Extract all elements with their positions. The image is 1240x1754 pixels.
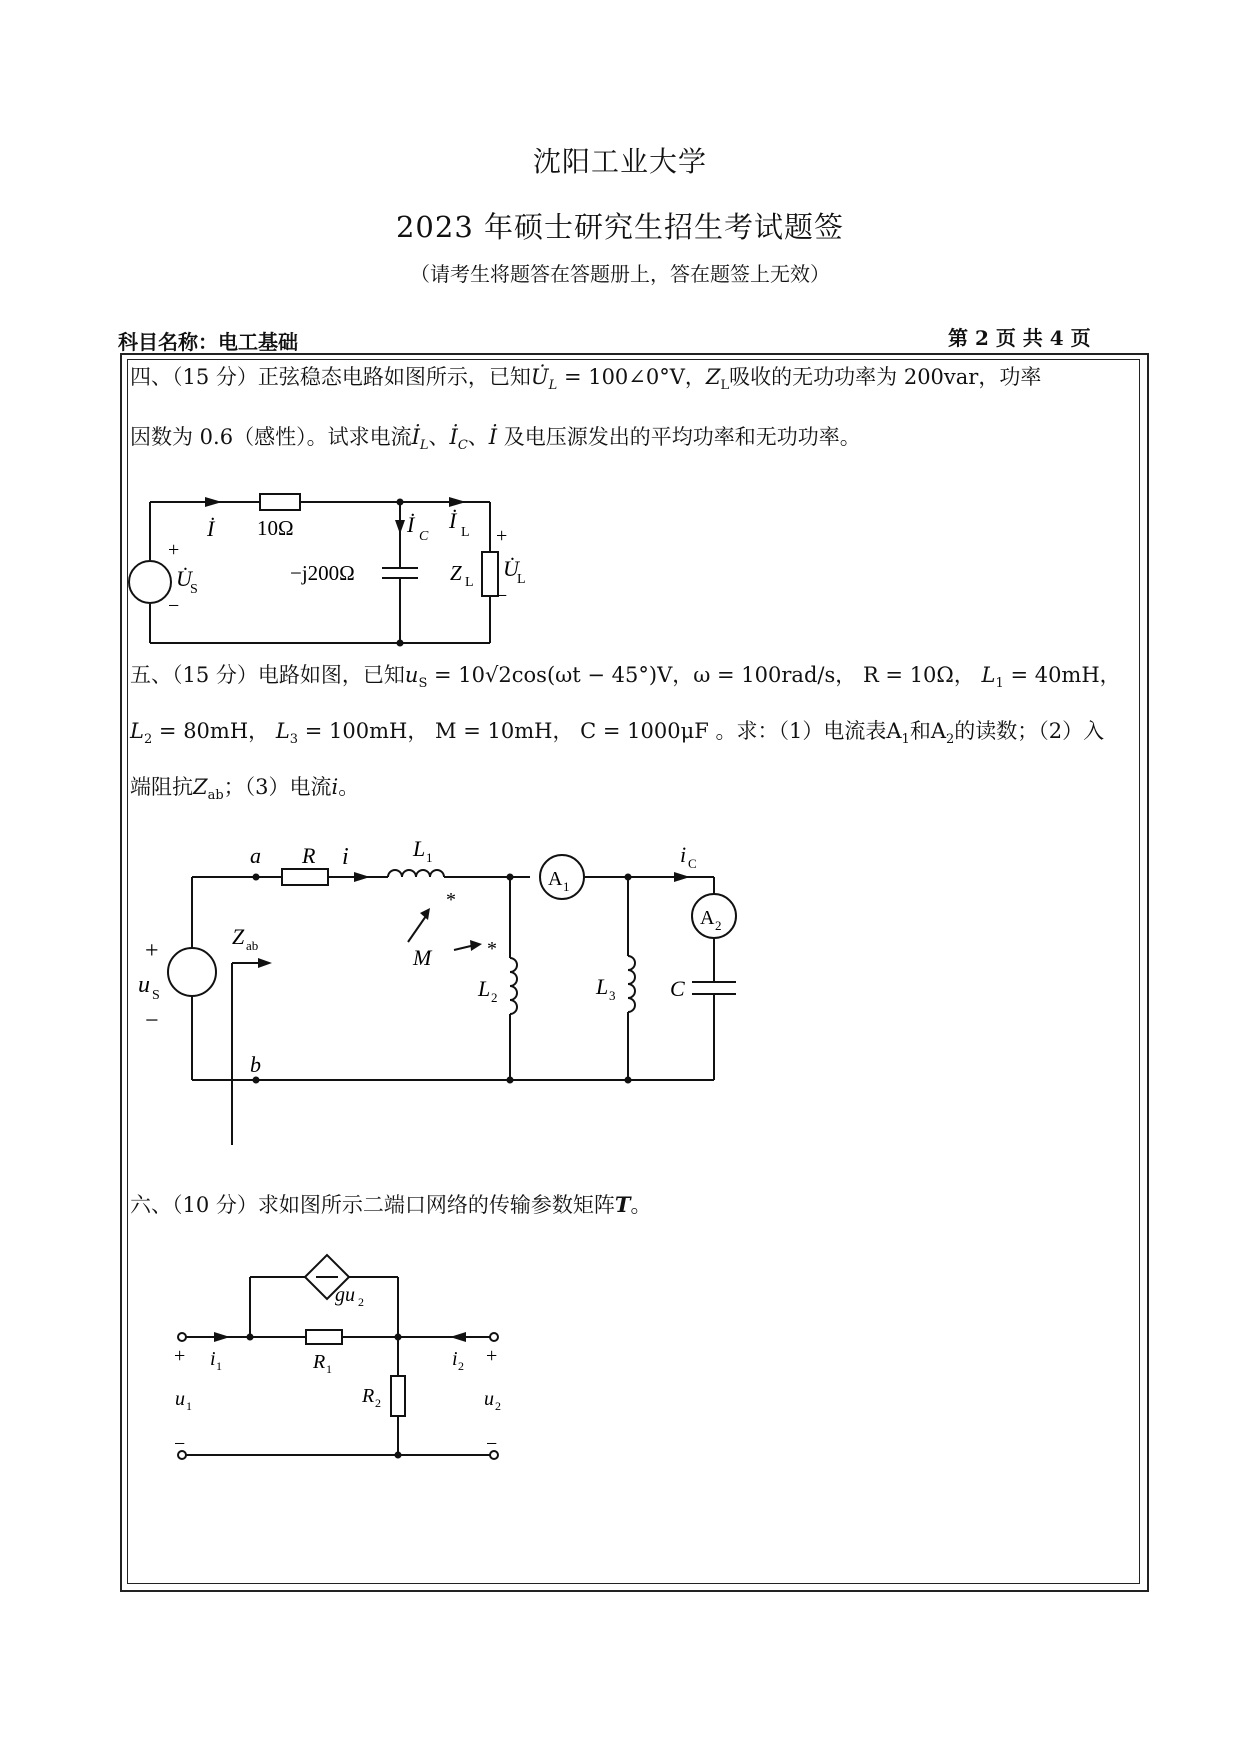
q6-r2-sub: 2 [375, 1396, 381, 1410]
q5-star1: * [446, 889, 456, 911]
q4-i-symbol: İ [488, 425, 498, 449]
q5-l3-symbol: L [275, 719, 290, 743]
q6-u1-label: u [175, 1388, 185, 1410]
q5-us-sub: S [152, 988, 160, 1003]
q4-ul-symbol: U̇ [530, 365, 549, 389]
q4-ic-symbol: İ [449, 425, 458, 449]
q5-line3: 端阻抗$Z_{ab}$；（3）电流i。 [130, 775, 360, 804]
exam-title: 2023 年硕士研究生招生考试题签 [395, 210, 845, 244]
q5-l1-value: = 40mH， [1010, 663, 1121, 687]
q5-current-ask: ；（3）电流 [223, 775, 332, 799]
q5-a2-sub: 2 [715, 918, 722, 933]
q5-a1-symbol: A [886, 719, 902, 743]
q5-ammeter-ask: 的读数；（2）入 [954, 719, 1105, 743]
q5-node-b: b [250, 1052, 261, 1077]
q5-ic-sub: C [688, 856, 697, 871]
q5-zab-ask: 端阻抗 [130, 775, 193, 799]
q5-line1: 五、（15 分）电路如图，已知$u_S = 10√2\cos(\omega t - 45^\circ)V$，ω = 100rad/s， R = 10Ω， $L_1 = 40mH$， [130, 663, 1121, 692]
q4-lead: 四、（15 分）正弦稳态电路如图所示，已知 [130, 365, 531, 389]
q6-question: 六、（10 分）求如图所示二端口网络的传输参数矩阵 [130, 1193, 615, 1217]
q4-us-sub: S [190, 582, 198, 597]
q6-matrix-symbol: T [614, 1192, 631, 1217]
q4-line1: 四、（15 分）正弦稳态电路如图所示，已知$U̇_L$ = 100∠0°V，$Z_L$吸收的无功功率为 200var，功率 [130, 365, 1042, 394]
q5-us-expr: = 10√2cos(ωt − 45°)V， [434, 663, 694, 687]
q5-omega: ω = 100rad/s， [693, 663, 857, 687]
q4-ask: 因数为 0.6（感性）。试求电流 [130, 425, 412, 449]
q5-l2-symbol: L [130, 719, 144, 743]
q4-zl-sub: L [465, 575, 474, 590]
q5-l2-sub: 2 [491, 990, 498, 1005]
q5-a1-label: A [548, 868, 563, 890]
q4-reactive-power: 吸收的无功功率为 200var，功率 [729, 365, 1042, 389]
q5-r-label: R [302, 843, 316, 868]
q5-l3-sub: 3 [609, 988, 616, 1003]
q4-ul-sub: L [517, 572, 526, 587]
q4-us-plus: + [168, 539, 180, 561]
q6-u1-sub: 1 [186, 1399, 192, 1413]
q6-r1-sub: 1 [326, 1362, 332, 1376]
q5-us-label: u [138, 972, 150, 998]
q5-l2-label: L [478, 976, 491, 1001]
q4-line2: 因数为 0.6（感性）。试求电流$İ_L$、$İ_C$、İ 及电压源发出的平均功率和无功功率。 [130, 425, 861, 454]
q4-i-label: İ [207, 516, 215, 541]
q4-ic-label: İ [407, 512, 415, 537]
q5-line2: $L_2 = 80mH$， $L_3 = 100mH$， M = 10mH， C = 1000μF 。求：（1）电流表$A_1$和$A_2$的读数；（2）入 [130, 719, 1105, 748]
q4-zl-symbol: Z [705, 365, 721, 389]
q5-c-value: C = 1000μF 。求：（1）电流表 [580, 719, 887, 743]
q5-l1-symbol: L [981, 663, 996, 687]
q4-us-minus: − [168, 595, 180, 617]
q6-u2-label: u [484, 1388, 494, 1410]
q4-zl-label: Z [450, 561, 462, 585]
q5-i-symbol: i [331, 775, 339, 799]
q4-capacitor-label: −j200Ω [290, 561, 355, 585]
q5-us-minus: − [145, 1008, 159, 1034]
q6-r2-label: R [362, 1385, 375, 1407]
q6-source-label: gu [335, 1284, 355, 1306]
q6-source-sub: 2 [358, 1295, 364, 1309]
q5-star2: * [487, 938, 497, 960]
q5-zab-symbol: Z [193, 775, 208, 799]
q4-ul-plus: + [496, 525, 508, 547]
q4-ul-label: U̇ [503, 556, 519, 581]
q5-us-plus: + [145, 938, 159, 964]
q4-ul-minus: − [496, 585, 508, 607]
q5-r-value: R = 10Ω， [862, 663, 975, 687]
q5-a2-label: A [700, 907, 715, 929]
q4-ask-end: 及电压源发出的平均功率和无功功率。 [503, 425, 861, 449]
q5-a1-sub: 1 [563, 879, 570, 894]
q5-m-label: M [413, 945, 432, 970]
q6-r1-label: R [313, 1351, 326, 1373]
q5-l1-label: L [413, 836, 426, 861]
q5-l3-label: L [596, 974, 609, 999]
q6-u2-minus: − [486, 1433, 498, 1455]
q5-zab-sub: ab [246, 938, 259, 953]
q5-node-a: a [250, 843, 261, 868]
q6-i1-label: i [210, 1348, 216, 1370]
q4-il-sub: L [461, 525, 470, 540]
q6-i2-label: i [452, 1348, 458, 1370]
subject-label: 科目名称：电工基础 [118, 330, 298, 354]
q5-l1-sub: 1 [426, 850, 433, 865]
q5-c-label: C [670, 976, 685, 1001]
q5-i-label: i [342, 844, 349, 870]
q6-u2-plus: + [486, 1345, 498, 1367]
q6-u1-minus: − [174, 1433, 186, 1455]
q5-l3-value: = 100mH， [304, 719, 429, 743]
q4-condition: = 100∠0°V， [563, 365, 706, 389]
q6-end: 。 [630, 1193, 652, 1217]
q6-u1-plus: + [174, 1345, 186, 1367]
q5-lead: 五、（15 分）电路如图，已知 [130, 663, 405, 687]
q5-zab-label: Z [232, 924, 245, 949]
university-name: 沈阳工业大学 [532, 145, 707, 178]
q4-ic-sub: C [419, 529, 429, 544]
page-info: 第 2 页 共 4 页 [948, 326, 1091, 350]
q5-m-value: M = 10mH， [435, 719, 574, 743]
q6-i1-sub: 1 [216, 1359, 222, 1373]
q4-resistor-label: 10Ω [257, 516, 294, 540]
q5-ic-label: i [680, 842, 687, 867]
q4-il-label: İ [449, 508, 457, 533]
exam-notice: （请考生将题答在答题册上，答在题签上无效） [410, 262, 830, 286]
q4-us-label: U̇ [176, 566, 192, 591]
q4-il-symbol: İ [411, 425, 420, 449]
q6-u2-sub: 2 [495, 1399, 501, 1413]
q5-us-symbol: u [404, 663, 419, 687]
q5-l2-value: = 80mH， [158, 719, 270, 743]
q6-i2-sub: 2 [458, 1359, 464, 1373]
q5-a2-symbol: A [930, 719, 946, 743]
